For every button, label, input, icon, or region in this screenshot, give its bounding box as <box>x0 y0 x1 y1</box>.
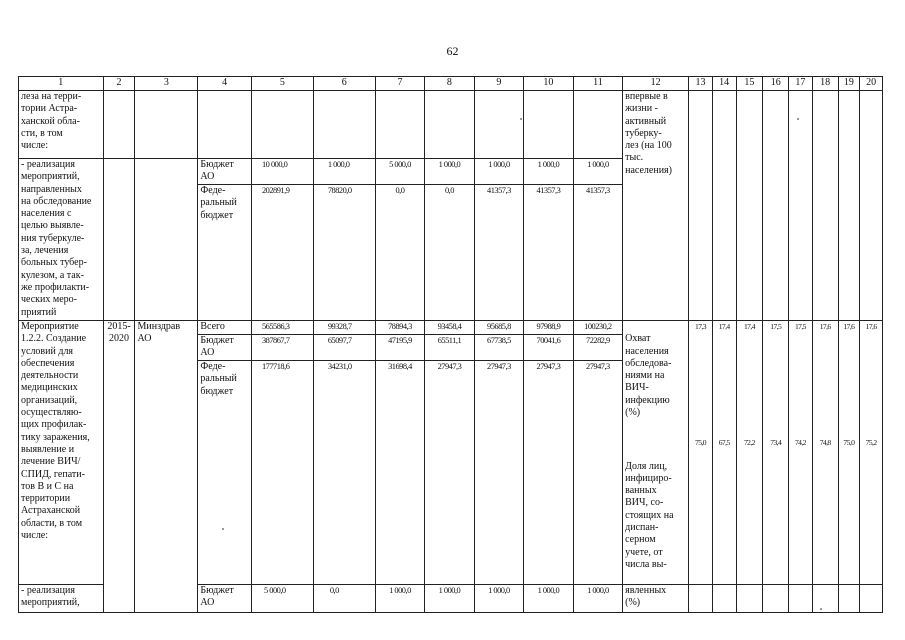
header-cell: 16 <box>763 77 789 91</box>
value: 27947,3 <box>437 362 462 371</box>
scan-speck <box>820 608 822 610</box>
value: 1 000,0 <box>438 160 461 169</box>
value: 72282,9 <box>586 336 610 345</box>
scan-speck <box>520 118 522 120</box>
indicator-value: 72,2 <box>743 438 755 447</box>
source-budget-ao: Бюджет АО <box>198 584 252 612</box>
value: 1 000,0 <box>488 585 510 595</box>
indicator-value: 17,6 <box>843 322 855 331</box>
value: 0,0 <box>395 186 405 195</box>
indicator-value: 73,4 <box>770 438 782 447</box>
source-federal: Феде- ральный бюджет <box>200 361 237 397</box>
header-cell: 15 <box>736 77 763 91</box>
table-row <box>19 91 883 159</box>
value: 100230,2 <box>584 322 612 331</box>
value: 78894,3 <box>388 322 412 331</box>
value: 95685,8 <box>487 322 511 331</box>
value: 65097,7 <box>327 336 352 345</box>
value: 97988,9 <box>536 322 561 331</box>
source-federal: Феде- ральный бюджет <box>200 185 237 221</box>
value: 27947,3 <box>487 362 511 371</box>
indicator-value: 17,4 <box>718 322 730 331</box>
value: 65511,1 <box>437 336 462 345</box>
value: 93458,4 <box>437 322 462 331</box>
table-row <box>19 321 883 585</box>
header-cell: 10 <box>524 77 573 91</box>
measure-name: - реализация мероприятий, направленных на обследование населения с целью выявле- ния туберкуле- за, лечения больных тубер- кулезом, а так- же профилакти- ческих меро- приятий <box>19 159 104 321</box>
source-budget-ao: Бюджет АО <box>200 335 234 359</box>
header-cell: 19 <box>838 77 860 91</box>
value: 67738,5 <box>487 336 511 345</box>
value: 10 000,0 <box>261 160 288 169</box>
indicator-value: 74,2 <box>794 438 806 447</box>
header-cell: 8 <box>425 77 474 91</box>
indicator-text: Охват населения обследова- ниями на ВИЧ- инфекцию (%) <box>625 333 672 419</box>
value: 47195,9 <box>388 336 412 345</box>
value: 1 000,0 <box>488 160 510 169</box>
period: 2015- 2020 <box>103 321 135 613</box>
header-cell: 11 <box>573 77 622 91</box>
value: 1 000,0 <box>537 585 560 595</box>
header-cell: 7 <box>375 77 424 91</box>
indicator-value: 17,5 <box>770 322 782 331</box>
indicator-value: 17,3 <box>695 322 706 331</box>
value: 34231,0 <box>327 362 352 371</box>
header-cell: 17 <box>789 77 813 91</box>
measure-name: Мероприятие 1.2.2. Создание условий для обеспечения деятельности медицинских организаций, осуществляю- щих профилак- тику заражения, выявление и лечение ВИЧ/ СПИД, гепати- тов В и С на территории Астраханской области, в том числе: <box>19 321 104 585</box>
value: 1 000,0 <box>389 585 411 595</box>
value: 5 000,0 <box>389 160 411 169</box>
indicator-value: 17,5 <box>794 322 806 331</box>
value: 41357,3 <box>487 186 511 195</box>
header-cell: 20 <box>860 77 883 91</box>
executor: Минздрав АО <box>135 321 198 613</box>
header-cell: 1 <box>19 77 104 91</box>
header-cell: 14 <box>712 77 736 91</box>
value: 78820,0 <box>327 186 352 195</box>
value: 0,0 <box>329 585 339 595</box>
indicator-value: 67,5 <box>718 438 730 447</box>
value: 27947,3 <box>536 362 561 371</box>
header-cell: 18 <box>812 77 838 91</box>
value: 387867,7 <box>261 336 290 345</box>
header-cell: 9 <box>474 77 523 91</box>
indicator-value: 17,6 <box>819 322 831 331</box>
value: 177718,6 <box>261 362 290 371</box>
source-total: Всего <box>200 321 225 332</box>
indicator-value: 17,4 <box>743 322 755 331</box>
indicator-value: 75,2 <box>865 438 877 447</box>
source-budget-ao: Бюджет АО <box>200 159 234 183</box>
value: 41357,3 <box>586 186 610 195</box>
scan-speck <box>222 528 224 530</box>
value: 0,0 <box>444 186 454 195</box>
scan-speck <box>797 118 799 120</box>
value: 1 000,0 <box>587 160 609 169</box>
page-number: 62 <box>446 44 459 58</box>
indicator-value: 75,0 <box>843 438 855 447</box>
value: 1 000,0 <box>438 585 461 595</box>
header-cell: 6 <box>313 77 375 91</box>
value: 70041,6 <box>536 336 561 345</box>
indicator-text: явленных (%) <box>623 584 689 612</box>
header-row <box>19 77 883 91</box>
value: 41357,3 <box>536 186 561 195</box>
value: 99328,7 <box>327 322 352 331</box>
header-cell: 3 <box>135 77 198 91</box>
value: 27947,3 <box>586 362 610 371</box>
indicator-text: Доля лиц, инфициро- ванных ВИЧ, со- стоящих на диспан- серном учете, от числа вы- <box>625 460 674 570</box>
value: 1 000,0 <box>587 585 609 595</box>
measure-name: леза на терри- тории Астра- ханской обла- сти, в том числе: <box>19 91 104 159</box>
header-cell: 13 <box>689 77 713 91</box>
header-cell: 4 <box>198 77 252 91</box>
value: 565586,3 <box>261 322 290 331</box>
indicator-value: 74,8 <box>819 438 831 447</box>
header-cell: 5 <box>251 77 313 91</box>
indicator-value: 17,6 <box>865 322 877 331</box>
value: 5 000,0 <box>263 585 286 595</box>
indicator-value: 75,0 <box>695 438 706 447</box>
indicator-text: впервые в жизни - активный туберку- лез (на 100 тыс. населения) <box>623 91 689 321</box>
program-table <box>18 76 883 613</box>
measure-name: - реализация мероприятий, <box>19 584 104 612</box>
header-cell: 12 <box>623 77 689 91</box>
value: 1 000,0 <box>537 160 560 169</box>
value: 202891,9 <box>261 186 290 195</box>
value: 1 000,0 <box>327 160 350 169</box>
header-cell: 2 <box>103 77 135 91</box>
value: 31698,4 <box>388 362 412 371</box>
